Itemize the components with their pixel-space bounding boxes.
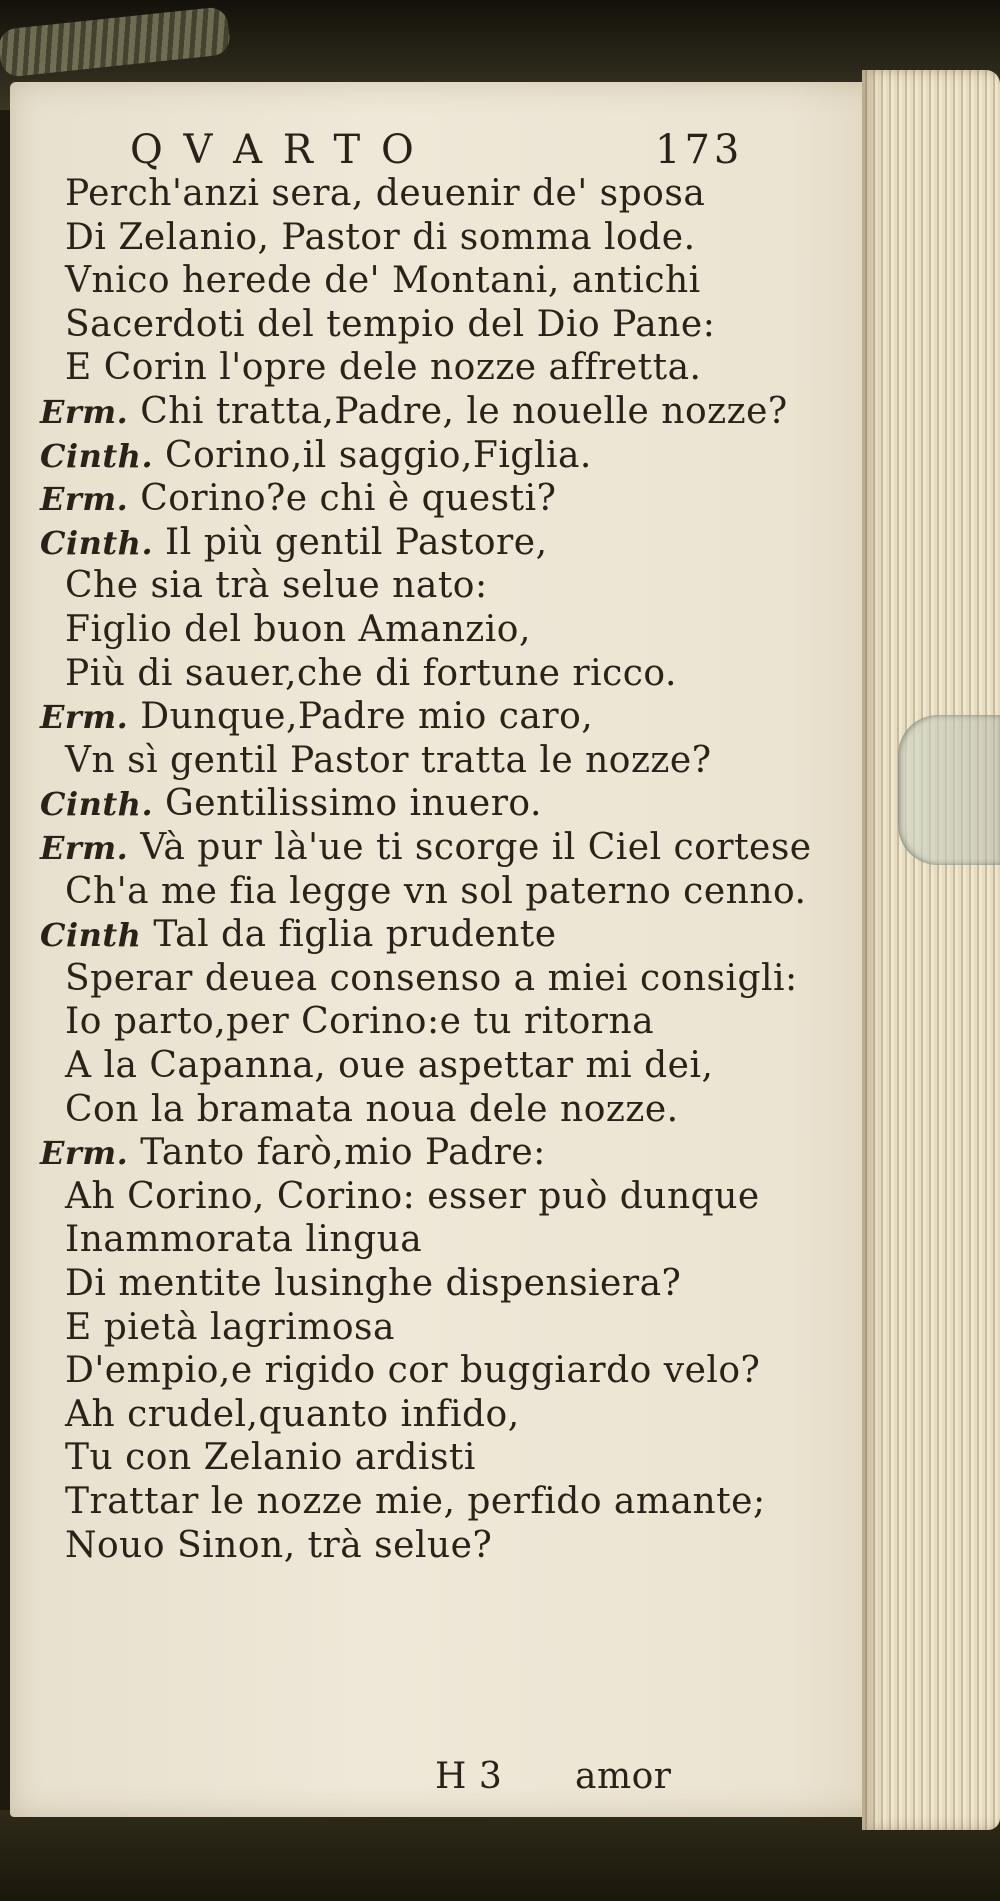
verse-text: Tal da figlia prudente	[153, 914, 557, 956]
verse-line	[40, 521, 548, 565]
verse-text: D'empio,e rigido cor buggiardo velo?	[65, 1350, 761, 1392]
verse-text: Chi tratta,Padre, le nouelle nozze?	[140, 391, 788, 432]
speaker-label: Erm.	[40, 698, 129, 737]
verse-line	[65, 1436, 476, 1480]
verse-line	[40, 826, 812, 870]
speaker-label: Cinth.	[40, 436, 154, 475]
verse-text: Il più gentil Pastore,	[165, 521, 548, 563]
verse-line	[40, 477, 556, 521]
verse-text: Ah Corino, Corino: esser può dunque	[65, 1175, 760, 1217]
verse-line	[65, 259, 701, 303]
verse-text: Vn sì gentil Pastor tratta le nozze?	[65, 739, 712, 781]
verse-text: Perch'anzi sera, deuenir de' sposa	[65, 173, 706, 214]
speaker-label: Cinth	[40, 916, 142, 955]
verse-text: E pietà lagrimosa	[65, 1306, 395, 1348]
verse-text: Vnico herede de' Montani, antichi	[65, 260, 701, 302]
speaker-label: Erm.	[40, 829, 129, 867]
verse-line	[65, 870, 807, 914]
verse-line	[65, 1393, 520, 1437]
verse-line	[65, 1480, 766, 1524]
verse-line	[65, 1175, 760, 1219]
speaker-label: Erm.	[40, 393, 129, 431]
verse-text: Tanto farò,mio Padre:	[140, 1132, 546, 1174]
verse-line	[65, 652, 677, 696]
verse-line	[65, 1000, 654, 1044]
verse-line	[65, 1218, 422, 1262]
verse-text: Sacerdoti del tempio del Dio Pane:	[65, 303, 716, 345]
verse-text: Di mentite lusinghe dispensiera?	[65, 1263, 682, 1304]
verse-text: Corino?e chi è questi?	[140, 478, 557, 520]
page-number: 173	[655, 127, 744, 173]
verse-line	[65, 216, 696, 260]
verse-text: Và pur là'ue ti scorge il Ciel cortese	[140, 827, 812, 868]
verse-line	[65, 1262, 681, 1306]
verse-line	[65, 303, 715, 347]
verse-text: Trattar le nozze mie, perfido amante;	[65, 1481, 766, 1522]
catchword: amor	[575, 1756, 672, 1797]
verse-line	[65, 346, 702, 390]
verse-line	[65, 739, 712, 783]
verse-line	[65, 1044, 713, 1088]
verse-line	[40, 434, 592, 478]
verse-text: Figlio del buon Amanzio,	[65, 609, 531, 650]
verse-line	[65, 1306, 395, 1350]
speaker-label: Erm.	[40, 1134, 129, 1173]
verse-text: Dunque,Padre mio caro,	[140, 696, 594, 738]
verse-text: Più di sauer,che di fortune ricco.	[65, 652, 677, 694]
speaker-label: Cinth.	[40, 785, 154, 824]
verse-line	[40, 1131, 546, 1175]
running-title: Q V A R T O	[130, 127, 418, 173]
verse-text: Gentilissimo inuero.	[165, 783, 542, 825]
verse-text: A la Capanna, oue aspettar mi dei,	[65, 1045, 714, 1086]
verse-text: Di Zelanio, Pastor di somma lode.	[65, 216, 696, 258]
verse-line	[40, 390, 788, 434]
verse-line	[40, 695, 593, 739]
verse-line	[65, 1524, 492, 1568]
verse-text: Io parto,per Corino:e tu ritorna	[65, 1001, 655, 1043]
verse-text: Sperar deuea consenso a miei consigli:	[65, 957, 798, 999]
verse-text: Nouo Sinon, trà selue?	[65, 1524, 493, 1566]
verse-line	[65, 172, 705, 216]
speaker-label: Erm.	[40, 480, 129, 519]
verse-line	[40, 782, 542, 826]
signature-mark: H 3	[435, 1756, 503, 1797]
verse-line	[65, 957, 798, 1001]
verse-text: Tu con Zelanio ardisti	[65, 1437, 476, 1479]
page-text	[10, 0, 925, 1901]
verse-text: E Corin l'opre dele nozze affretta.	[65, 347, 702, 389]
verse-text: Ch'a me fia legge vn sol paterno cenno.	[65, 870, 807, 912]
verse-text: Che sia trà selue nato:	[65, 565, 488, 607]
verse-line	[40, 913, 557, 957]
verse-text: Corino,il saggio,Figlia.	[165, 434, 592, 476]
verse-line	[65, 608, 531, 652]
verse-line	[65, 1088, 679, 1132]
verse-line	[65, 564, 488, 608]
verse-text: Inammorata lingua	[65, 1219, 423, 1261]
verse-text: Con la bramata noua dele nozze.	[65, 1088, 679, 1130]
verse-line	[65, 1349, 760, 1393]
speaker-label: Cinth.	[40, 523, 154, 562]
verse-text: Ah crudel,quanto infido,	[65, 1393, 520, 1435]
